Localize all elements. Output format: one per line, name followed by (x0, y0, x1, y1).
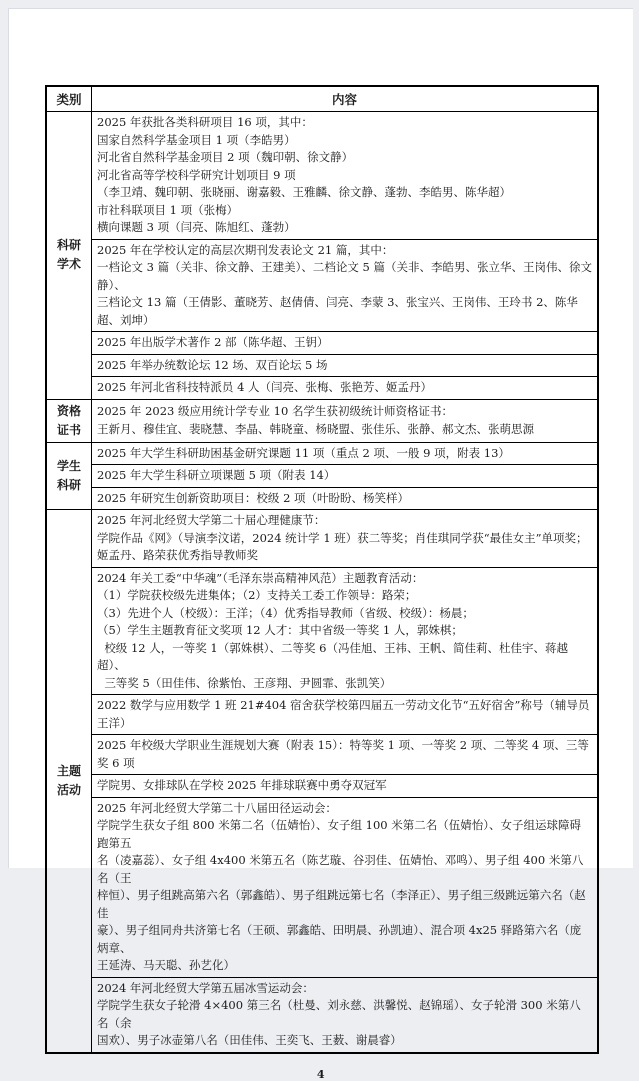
content-cell (92, 567, 599, 695)
content-line: （李卫靖、魏印朝、张晓丽、谢嘉毅、王雅麟、徐文静、蓬勃、李皓男、陈华超） (97, 185, 511, 199)
table-row (46, 510, 598, 568)
content-line: 王延涛、马天聪、孙艺化） (97, 958, 235, 972)
table-row (46, 442, 598, 465)
content-cell (92, 239, 599, 332)
content-line: 2025 年研究生创新资助项目：校级 2 项（叶盼盼、杨笑样） (97, 490, 410, 505)
content-line: 学院学生获女子组 800 米第二名（伍婧怡）、女子组 100 米第二名（伍婧怡）、女子组运球障碍跑第五 (97, 818, 582, 850)
content-line: 国欢）、男子冰壶第八名（田佳伟、王奕飞、王薮、谢晨睿） (97, 1033, 402, 1047)
category-label: 科研 (56, 477, 81, 492)
content-cell (92, 112, 599, 240)
content-line: 校级 12 人，一等奖 1（郭姝棋）、二等奖 6（冯佳旭、王祎、王帆、简佳莉、杜佳宇、蒋越超）、 (97, 640, 568, 672)
content-cell (92, 797, 599, 977)
content-line: 2025 年大学生科研立项课题 5 项（附表 14） (97, 468, 336, 482)
content-cell (92, 695, 599, 735)
content-line: 学院学生获女子轮滑 4×400 第三名（杜曼、刘永慈、洪馨悦、赵锦瑶）、女子轮滑 300 米第八名（余 (97, 998, 581, 1030)
content-cell (92, 465, 599, 488)
category-cell (46, 112, 92, 400)
table-row (46, 977, 598, 1053)
content-line: 2025 年出版学术著作 2 部（陈华超、王钥） (97, 335, 329, 349)
content-line: 姬孟丹、路荣获优秀指导教师奖 (97, 548, 258, 562)
content-cell (92, 977, 599, 1053)
content-line: 2025 年校级大学职业生涯规划大赛（附表 15）：特等奖 1 项、一等奖 2 项、二等奖 4 项、三等奖 6 项 (97, 738, 589, 770)
table-row (46, 695, 598, 735)
content-line: 市社科联项目 1 项（张梅） (97, 202, 239, 217)
content-line: 学院作品《网》（导演李汶诺，2024 统计学 1 班）获二等奖；肖佳琪同学获“最佳女主”单项奖； (97, 530, 588, 545)
content-line: 2024 年关工委“中华魂”（毛泽东崇高精神风范）主题教育活动： (97, 570, 424, 585)
content-cell (92, 442, 599, 465)
content-line: 三档论文 13 篇（王倩影、董晓芳、赵倩倩、闫亮、李蒙 3、张宝兴、王岗伟、王玲书 2、陈华超、刘坤） (97, 295, 578, 327)
table-row (46, 354, 598, 377)
header-content: 内容 (92, 86, 599, 112)
content-line: 王新月、穆佳宜、裴晓慧、李晶、韩晓童、杨晓盟、张佳乐、张静、郝文杰、张萌思源 (97, 421, 534, 436)
table-row (46, 487, 598, 510)
content-line: 豪）、男子组同舟共济第七名（王硕、郭鑫皓、田明晨、孙凯迪）、混合项 4x25 驿路第六名（庞炳章、 (97, 923, 582, 955)
table-row (46, 465, 598, 488)
category-label: 学生 (56, 458, 81, 473)
content-line: （1）学院获校级先进集体；（2）支持关工委工作领导：路荣； (97, 588, 417, 602)
table-row (46, 399, 598, 442)
content-line: 2025 年河北省科技特派员 4 人（闫亮、张梅、张艳芳、姬孟丹） (97, 380, 433, 394)
content-line: 学院男、女排球队在学校 2025 年排球联赛中勇夺双冠军 (97, 778, 387, 792)
content-cell (92, 354, 599, 377)
table-body (46, 112, 598, 1053)
table-row (46, 239, 598, 332)
category-cell (46, 442, 92, 510)
content-cell (92, 735, 599, 775)
content-line: 2025 年举办统数论坛 12 场、双百论坛 5 场 (97, 357, 328, 372)
header-category: 类别 (46, 86, 92, 112)
table-row (46, 567, 598, 695)
category-label: 资格 (56, 403, 81, 418)
content-line: 2025 年获批各类科研项目 16 项，其中： (97, 115, 313, 129)
table-row (46, 112, 598, 240)
content-line: （5）学生主题教育征文奖项 12 人才：其中省级一等奖 1 人，郭姝棋； (97, 623, 463, 637)
category-cell (46, 399, 92, 442)
content-line: 河北省自然科学基金项目 2 项（魏印朝、徐文静） (97, 150, 354, 164)
table-row (46, 775, 598, 798)
summary-table (45, 85, 599, 1054)
table-row (46, 797, 598, 977)
content-cell (92, 377, 599, 400)
content-line: 横向课题 3 项（闫亮、陈旭红、蓬勃） (97, 220, 296, 234)
content-cell (92, 510, 599, 568)
content-line: 2025 年在学校认定的高层次期刊发表论文 21 篇，其中： (97, 242, 394, 257)
content-line: 一档论文 3 篇（关非、徐文静、王建美）、二档论文 5 篇（关非、李皓男、张立华、王岗伟、徐文静）、 (97, 260, 593, 292)
table-header-row (46, 86, 598, 112)
table-row (46, 377, 598, 400)
category-label: 主题 (56, 763, 81, 778)
document-page (8, 8, 633, 1081)
category-label: 学术 (56, 257, 81, 272)
content-cell (92, 399, 599, 442)
content-cell (92, 332, 599, 355)
content-line: 2025 年河北经贸大学第二十届心理健康节： (97, 513, 326, 527)
content-line: 2024 年河北经贸大学第五届冰雪运动会： (97, 980, 314, 995)
category-label: 科研 (56, 238, 81, 253)
content-line: 国家自然科学基金项目 1 项（李皓男） (97, 132, 296, 147)
content-line: 2025 年 2023 级应用统计学专业 10 名学生获初级统计师资格证书： (97, 404, 453, 418)
content-cell (92, 487, 599, 510)
content-line: 河北省高等学校科学研究计划项目 9 项 (97, 167, 296, 182)
category-label: 证书 (56, 422, 81, 437)
table-row (46, 735, 598, 775)
category-label: 活动 (56, 782, 81, 797)
category-cell (46, 510, 92, 1053)
content-line: 三等奖 5（田佳伟、徐紫怡、王彦翔、尹圆霏、张凯笑） (97, 675, 392, 690)
table-row (46, 332, 598, 355)
page-number: 4 (316, 1067, 326, 1081)
content-line: 梓恒）、男子组跳高第六名（郭鑫皓）、男子组跳远第七名（李泽正）、男子组三级跳远第六名（赵佳 (97, 888, 586, 920)
content-line: （3）先进个人（校级）：王洋；（4）优秀指导教师（省级、校级）：杨晨； (97, 605, 474, 620)
content-line: 2025 年大学生科研助困基金研究课题 11 项（重点 2 项、一般 9 项，附表 13） (97, 445, 510, 460)
content-line: 2025 年河北经贸大学第二十八届田径运动会： (97, 800, 337, 815)
content-cell (92, 775, 599, 798)
content-line: 2022 数学与应用数学 1 班 21#404 宿舍获学校第四届五一劳动文化节“五好宿舍”称号（辅导员王洋） (97, 698, 590, 730)
content-line: 名（凌嘉蕊）、女子组 4x400 米第五名（陈艺璇、谷羽佳、伍婧怡、邓鸣）、男子组 400 米第八名（王 (97, 853, 584, 885)
